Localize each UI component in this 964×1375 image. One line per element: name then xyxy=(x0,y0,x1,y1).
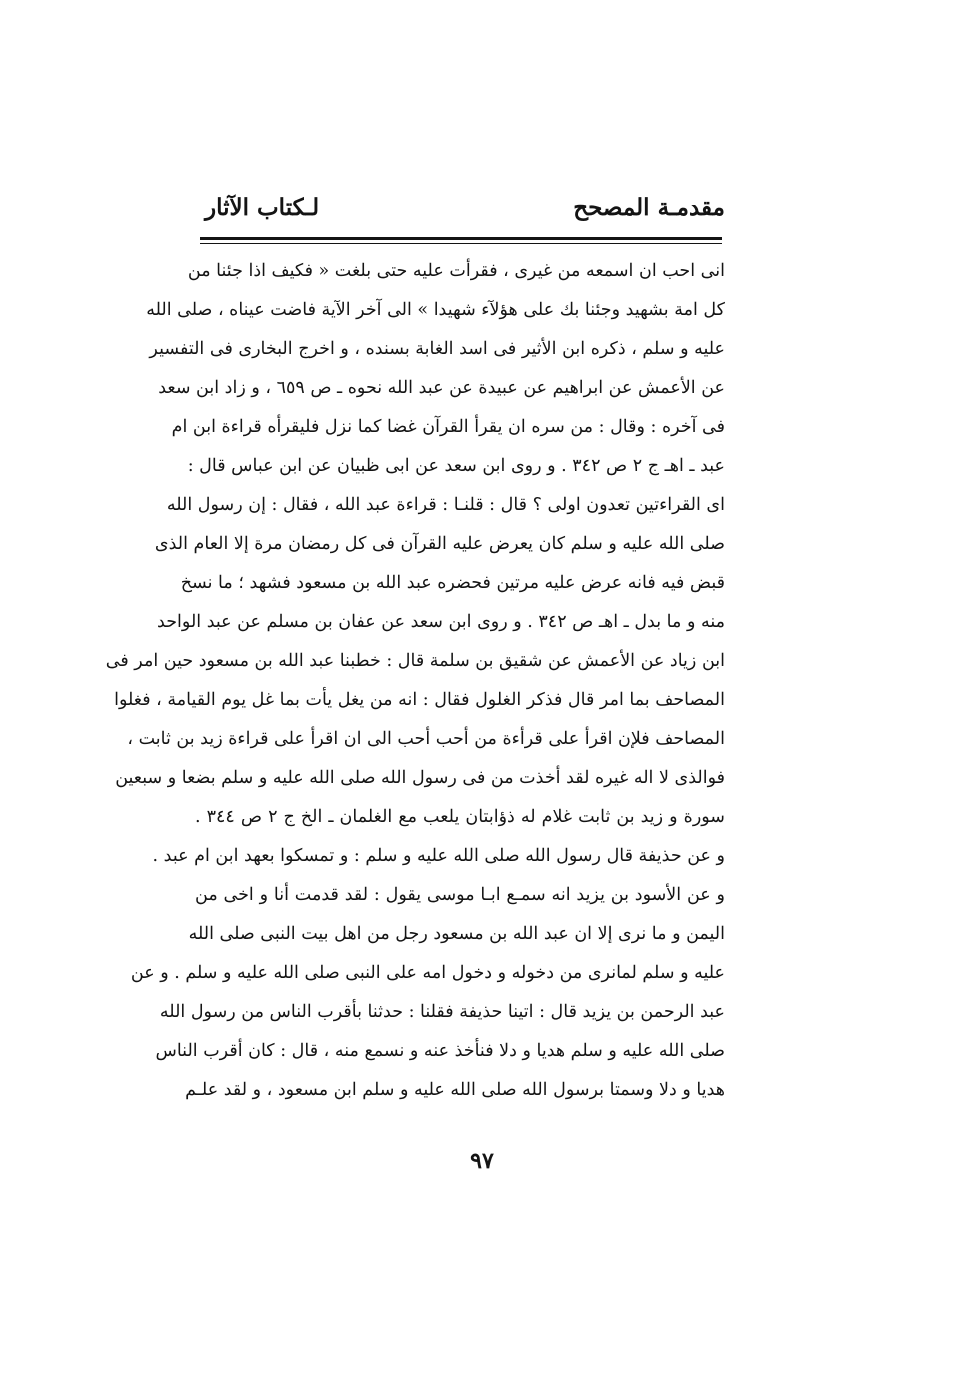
text-line: عن الأعمش عن ابراهيم عن عبيدة عن عبد الله نحوه ـ ص ٦٥٩ ، و زاد ابن سعد xyxy=(158,378,725,398)
text-line: كل امة بشهيد وجئنا بك على هؤلآء شهيدا » الى آخر الآية فاضت عيناه ، صلى الله xyxy=(146,300,725,320)
text-line: صلى الله عليه و سلم كان يعرض عليه القرآن فى كل رمضان مرة إلا العام الذى xyxy=(154,534,725,554)
text-line: فى آخره : وقال : من سره ان يقرأ القرآن غضا كما نزل فليقرأه قراءة ابن ام xyxy=(171,417,725,437)
header-rule-thin xyxy=(200,243,722,244)
text-line: اليمن و ما نرى إلا ان عبد الله بن مسعود رجل من اهل بيت النبى صلى الله xyxy=(188,924,725,944)
text-line: و عن الأسود بن يزيد انه سمـع ابـا موسى يقول : لقد قدمت أنا و اخى من xyxy=(195,885,725,905)
text-line: صلى الله عليه و سلم هديا و دلا فنأخذ عنه و نسمع منه ، قال : كان أقرب الناس xyxy=(155,1041,725,1061)
running-header xyxy=(195,190,725,230)
header-rule-thick xyxy=(200,237,722,240)
text-line: سورة و زيد بن ثابت غلام له ذؤابتان يلعب مع الغلمان ـ الخ ج ٢ ص ٣٤٤ . xyxy=(195,807,725,827)
text-line: المصاحف فلإن اقرأ على قرأءة من أحب أحب الى ان اقرأ على قراءة زيد بن ثابت ، xyxy=(127,729,725,749)
page-number: ٩٧ xyxy=(470,1148,494,1174)
text-line: عليه و سلم لمانرى من دخوله و دخول امه على النبى صلى الله عليه و سلم . و عن xyxy=(130,963,725,983)
text-line: فوالذى لا اله غيره لقد أخذت من فى رسول الله صلى الله عليه و سلم بضعا و سبعين xyxy=(115,768,725,788)
text-line: ابن زياد عن الأعمش عن شقيق بن سلمة قال : خطبنا عبد الله بن مسعود حين امر فى xyxy=(105,651,725,671)
body-text xyxy=(105,252,725,1110)
text-line: اى القراءتين تعدون اولى ؟ قال : قلنـا : قراءة عبد الله ، فقال : إن رسول الله xyxy=(166,495,725,515)
text-line: و عن حذيفة قال رسول الله صلى الله عليه و سلم : و تمسكوا بعهد ابن ام عبد . xyxy=(152,846,725,866)
text-line: قبض فيه فانه عرض عليه مرتين فحضره عبد الله بن مسعود فشهد ؛ ما نسخ xyxy=(180,573,725,593)
header-section-title: مقدمـة المصحح xyxy=(573,194,725,221)
text-line: عبد ـ اهـ ج ٢ ص ٣٤٢ . و روى ابن سعد عن ابى ظبيان عن ابن عباس قال : xyxy=(187,456,725,476)
text-line: عليه و سلم ، ذكره ابن الأثير فى اسد الغابة بسنده ، و اخرج البخارى فى التفسير xyxy=(149,339,725,359)
text-line: انى احب ان اسمعه من غيرى ، فقرأت عليه حتى بلغت « فكيف اذا جئنا من xyxy=(187,261,725,281)
header-book-title: لـكتاب الآثار xyxy=(205,194,320,221)
text-line: هديا و دلا وسمتا برسول الله صلى الله عليه و سلم ابن مسعود ، و لقد علـم xyxy=(185,1080,725,1100)
text-line: منه و ما بدل ـ اهـ ص ٣٤٢ . و روى ابن سعد عن عفان بن مسلم عن عبد الواحد xyxy=(157,612,725,632)
text-line: المصاحف بما امر قال فذكر الغلول فقال : انه من يغل يأت بما غل يوم القيامة ، فغلوا xyxy=(114,690,725,710)
text-line: عبد الرحمن بن يزيد قال : اتينا حذيفة فقلنا : حدثنا بأقرب الناس من رسول الله xyxy=(159,1002,725,1022)
